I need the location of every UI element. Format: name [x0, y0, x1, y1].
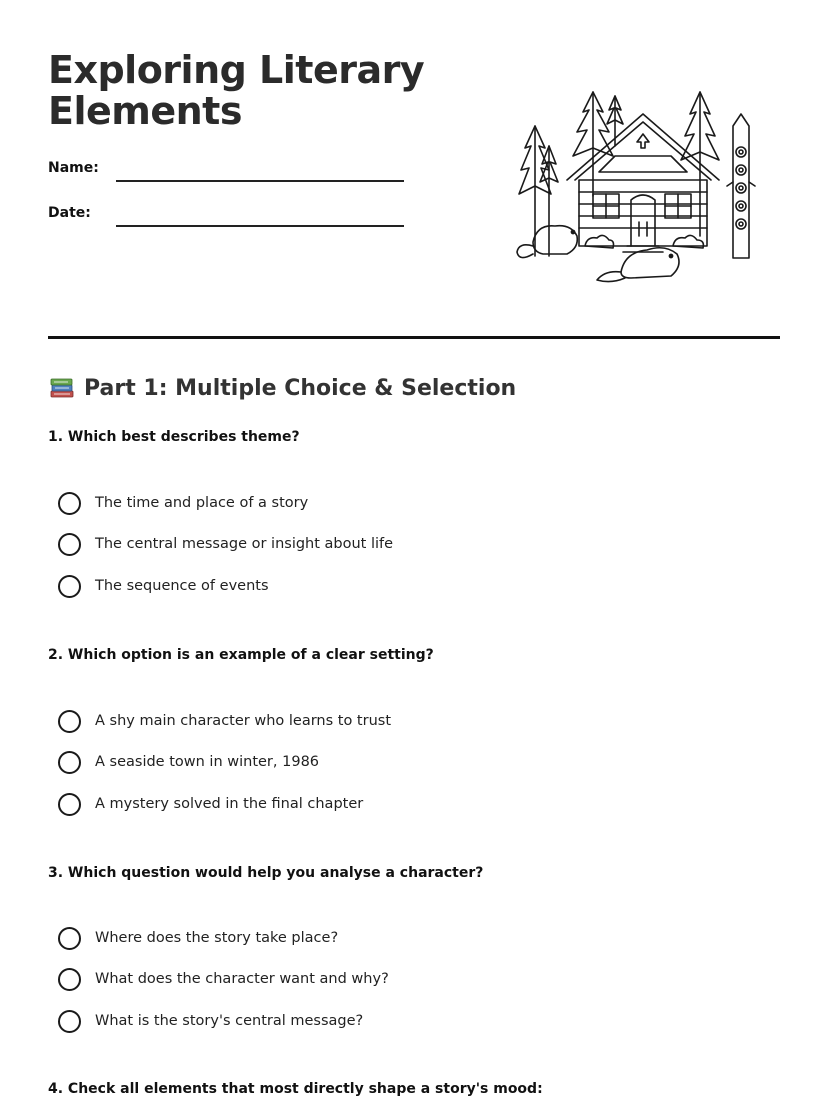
q2-option-1[interactable] [58, 709, 391, 733]
pine-tree-left [519, 126, 558, 256]
option-label: The sequence of events [95, 578, 269, 594]
option-label: A seaside town in winter, 1986 [95, 754, 320, 770]
radio-button[interactable] [58, 533, 81, 556]
totem-pole [727, 114, 755, 258]
q1-option-3[interactable] [58, 574, 269, 598]
section-heading-text: Part 1: Multiple Choice & Selection [84, 375, 517, 401]
section-heading [48, 374, 516, 402]
radio-button[interactable] [58, 793, 81, 816]
page-title: Exploring Literary Elements [48, 48, 425, 133]
radio-button[interactable] [58, 927, 81, 950]
option-label: Where does the story take place? [95, 930, 339, 946]
radio-button[interactable] [58, 710, 81, 733]
question-4: 4. Check all elements that most directly shape a story's mood: [48, 1081, 543, 1097]
question-1: 1. Which best describes theme? [48, 429, 300, 445]
otter-icon [597, 248, 679, 282]
option-label: A shy main character who learns to trust [95, 713, 392, 729]
books-icon [48, 374, 76, 402]
date-field[interactable] [116, 225, 404, 227]
name-label: Name: [48, 160, 99, 176]
log-cabin [567, 114, 719, 252]
radio-button[interactable] [58, 751, 81, 774]
radio-button[interactable] [58, 968, 81, 991]
radio-button[interactable] [58, 492, 81, 515]
question-2: 2. Which option is an example of a clear setting? [48, 647, 434, 663]
option-label: What is the story's central message? [95, 1013, 364, 1029]
beaver-icon [517, 226, 577, 258]
q3-option-2[interactable] [58, 967, 389, 991]
radio-button[interactable] [58, 1010, 81, 1033]
q3-option-1[interactable] [58, 926, 338, 950]
option-label: What does the character want and why? [95, 971, 389, 987]
section-divider [48, 336, 780, 339]
option-label: The time and place of a story [95, 495, 309, 511]
cabin-forest-illustration [515, 86, 771, 292]
option-label: A mystery solved in the final chapter [95, 796, 364, 812]
option-label: The central message or insight about life [95, 536, 394, 552]
radio-button[interactable] [58, 575, 81, 598]
date-label: Date: [48, 205, 91, 221]
q3-option-3[interactable] [58, 1009, 363, 1033]
q1-option-1[interactable] [58, 491, 308, 515]
q1-option-2[interactable] [58, 532, 393, 556]
q2-option-3[interactable] [58, 792, 363, 816]
question-3: 3. Which question would help you analyse a character? [48, 865, 484, 881]
name-field[interactable] [116, 180, 404, 182]
q2-option-2[interactable] [58, 750, 319, 774]
